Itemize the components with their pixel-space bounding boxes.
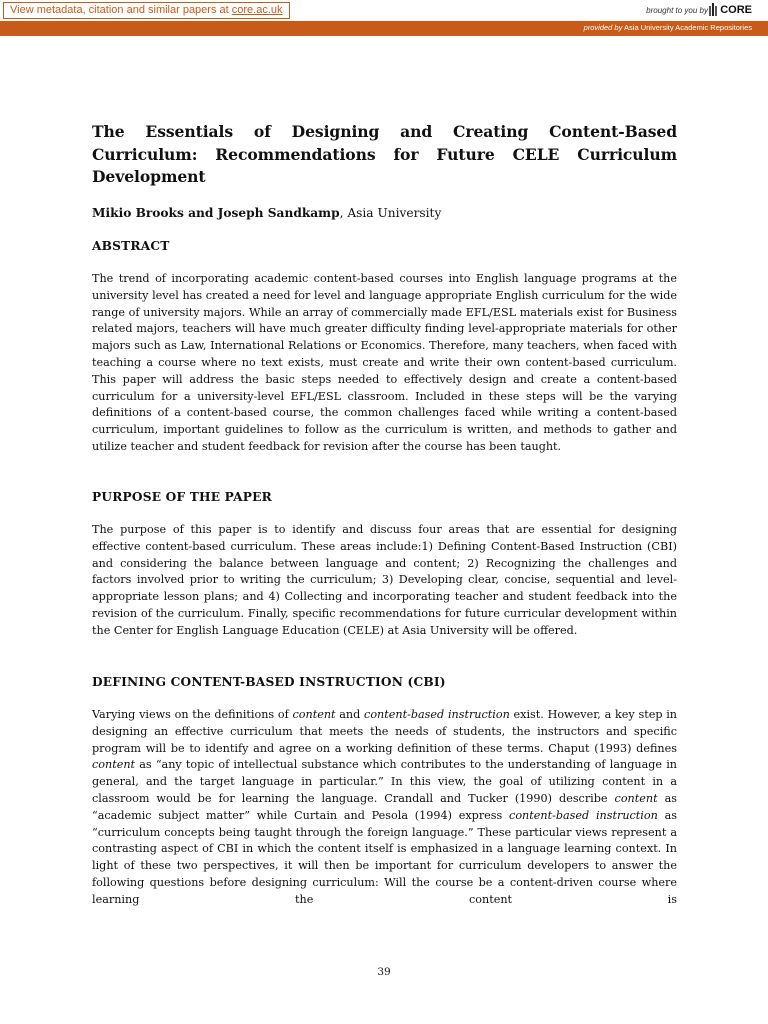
cbi-text-1: Varying views on the definitions of	[92, 708, 293, 721]
cbi-term-cbi-2: content-based instruction	[509, 808, 658, 822]
cbi-term-content-1: content	[292, 708, 336, 721]
cbi-body	[92, 707, 677, 909]
metadata-link-box[interactable]	[3, 2, 290, 19]
page-number: 39	[377, 966, 391, 978]
purpose-body: The purpose of this paper is to identify and discuss four areas that are essential for designing effective content-based curriculum. These areas include:1) Defining Content-Based Instruction (CBI) and considering the balance between language and content; 2) Recognizing the challenges and factors involved prior to writing the curriculum; 3) Developing clear, concise, sequential and level-appropriate lesson plans; and 4) Collecting and incorporating teacher and student feedback into the revision of the curriculum. Finally, specific recommendations for future curricular development within the Center for English Language Education (CELE) at Asia University will be offered.	[92, 523, 677, 637]
purpose-heading: PURPOSE OF THE PAPER	[92, 490, 272, 504]
provided-by-source[interactable]: Asia University Academic Repositories	[624, 23, 752, 32]
core-logo[interactable]	[708, 3, 752, 16]
provided-by-label: provided by	[583, 23, 623, 32]
cbi-term-cbi-1: content-based instruction	[364, 708, 510, 721]
cbi-text-5: as “academic subject matter” while Curtain and Pesola (1994) express	[92, 791, 678, 822]
cbi-text-4: as “any topic of intellectual substance which contributes to the understanding of language in general, and the target language in particular.” In this view, the goal of utilizing content in a classroom would be for learning the language. Crandall and Tucker (1990) describe	[92, 758, 677, 805]
core-ac-uk-link[interactable]: core.ac.uk	[231, 4, 283, 16]
paper-title: The Essentials of Designing and Creating Content-Based Curriculum: Recommendations for Future CELE Curriculum Development	[92, 122, 677, 186]
cbi-text-6: as “curriculum concepts being taught through the foreign language.” These particular views represent a contrasting aspect of CBI in which the content itself is emphasized in a language learning context. In light of these two perspectives, it will then be important for curriculum developers to answer the following questions before designing curriculum: Will the course be a content-driven course where learning the content is	[92, 808, 677, 906]
paper-authors	[92, 204, 677, 222]
core-logo-text: CORE	[720, 3, 752, 16]
author-affiliation: , Asia University	[339, 206, 442, 220]
cbi-term-content-2: content	[92, 758, 136, 772]
cbi-text-3: exist. However, a key step in designing an effective curriculum that meets the needs of students, the instructors and specific program will be to identify and agree on a working definition of these terms. Chaput (1993) defines	[92, 708, 677, 755]
core-logo-icon	[708, 3, 718, 16]
cbi-text-2: and	[335, 708, 365, 721]
author-names: Mikio Brooks and Joseph Sandkamp	[92, 206, 340, 220]
brought-to-you-text: brought to you by	[646, 6, 708, 15]
provided-by-line	[584, 23, 752, 32]
core-banner	[0, 0, 768, 36]
cbi-term-content-3: content	[614, 791, 658, 805]
cbi-heading: DEFINING CONTENT-BASED INSTRUCTION (CBI)	[92, 675, 446, 689]
metadata-text: View metadata, citation and similar papers at	[10, 4, 232, 16]
abstract-heading: ABSTRACT	[92, 239, 170, 253]
abstract-body: The trend of incorporating academic content-based courses into English language programs at the university level has created a need for level and language appropriate English curriculum for the wide range of university majors. While an array of commercially made EFL/ESL materials exist for Business related majors, teachers will have much greater difficulty finding level-appropriate materials for other majors such as Law, International Relations or Economics. Therefore, many teachers, when faced with teaching a course where no text exists, must create and write their own content-based curriculum. This paper will address the basic steps needed to effectively design and create a content-based curriculum for a university-level EFL/ESL classroom. Included in these steps will be the varying definitions of a content-based course, the common challenges faced while writing a content-based curriculum, important guidelines to follow as the curriculum is written, and methods to gather and utilize teacher and student feedback for revision after the course has been taught.	[92, 272, 677, 453]
